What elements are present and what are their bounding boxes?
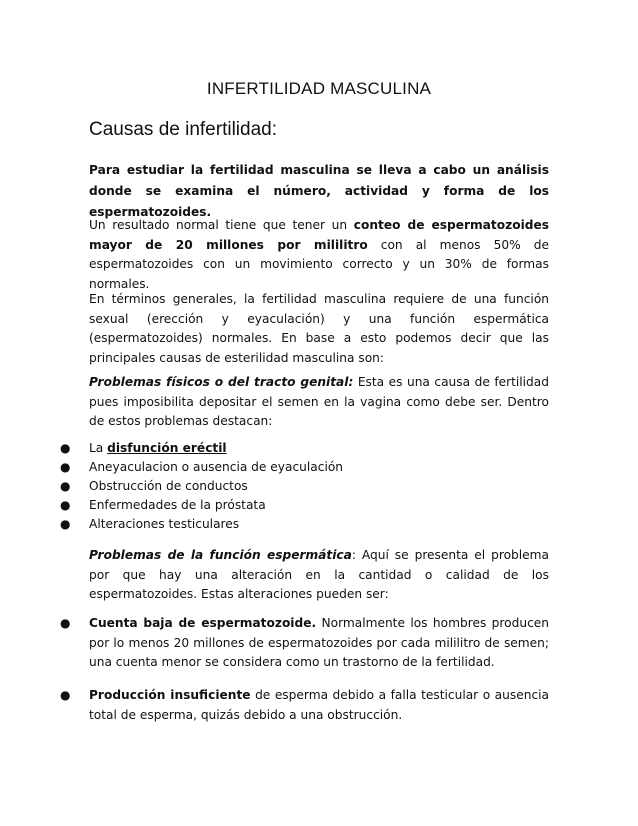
list-item-text: Alteraciones testiculares xyxy=(89,517,240,531)
list-item xyxy=(0,477,638,496)
list-item-text: de esperma debido a falla testicular o ausencia total de esperma, quizás debido a una obstrucción. xyxy=(89,688,550,722)
lead-paragraph: Para estudiar la fertilidad masculina se lleva a cabo un análisis donde se examina el número, actividad y forma de los espermatozoides. xyxy=(89,163,549,219)
list-item-prefix: La xyxy=(89,441,108,455)
section-heading: Causas de infertilidad: xyxy=(89,119,277,140)
normal-result-paragraph xyxy=(89,216,549,294)
physical-problems-paragraph xyxy=(89,373,549,432)
document-title: INFERTILIDAD MASCULINA xyxy=(206,79,432,98)
list-item-text: Aneyaculacion o ausencia de eyaculación xyxy=(89,460,344,474)
physical-problems-list xyxy=(0,439,638,534)
list-item xyxy=(0,496,638,515)
list-item-text: Normalmente los hombres producen por lo menos 20 millones de espermatozoides por cada mililitro de semen; una cuenta menor se considera como un trastorno de la fertilidad. xyxy=(89,616,549,669)
list-item xyxy=(89,614,549,673)
sperm-function-text: : Aquí se presenta el problema por que hay una alteración en la cantidad o calidad de los espermatozoides. Estas alteraciones pueden ser: xyxy=(89,548,550,601)
list-item-bold: Cuenta baja de espermatozoide. xyxy=(89,616,317,630)
p1-text-a: Un resultado normal tiene que tener un xyxy=(89,218,354,232)
erectile-dysfunction-link[interactable]: disfunción eréctil xyxy=(107,441,227,455)
general-terms-paragraph: En términos generales, la fertilidad masculina requiere de una función sexual (erección y eyaculación) y una función espermática (espermatozoides) normales. En base a esto podemos decir que las principales causas de esterilidad masculina son: xyxy=(89,292,549,365)
bullet-icon: ● xyxy=(60,479,71,493)
list-item-bold: Producción insuficiente xyxy=(89,688,251,702)
sperm-function-paragraph xyxy=(89,546,549,605)
bullet-icon: ● xyxy=(60,616,71,630)
bullet-icon: ● xyxy=(60,688,71,702)
list-item xyxy=(0,439,638,458)
physical-problems-label: Problemas físicos o del tracto genital: xyxy=(89,375,354,389)
list-item xyxy=(0,515,638,534)
bullet-icon: ● xyxy=(60,517,71,531)
list-item xyxy=(0,458,638,477)
bullet-icon: ● xyxy=(60,441,71,455)
p1-bold-count: conteo de espermatozoides mayor de 20 millones por mililitro xyxy=(89,218,549,252)
physical-problems-text: Esta es una causa de fertilidad pues imposibilita depositar el semen en la vagina como debe ser. Dentro de estos problemas destacan: xyxy=(89,375,549,428)
bullet-icon: ● xyxy=(60,498,71,512)
list-item xyxy=(89,686,549,725)
bullet-icon: ● xyxy=(60,460,71,474)
list-item-text: Obstrucción de conductos xyxy=(89,479,248,493)
list-item-text: Enfermedades de la próstata xyxy=(89,498,266,512)
sperm-function-label: Problemas de la función espermática xyxy=(89,548,352,562)
p1-text-c: con al menos 50% de espermatozoides con un movimiento correcto y un 30% de formas normales. xyxy=(89,237,549,291)
